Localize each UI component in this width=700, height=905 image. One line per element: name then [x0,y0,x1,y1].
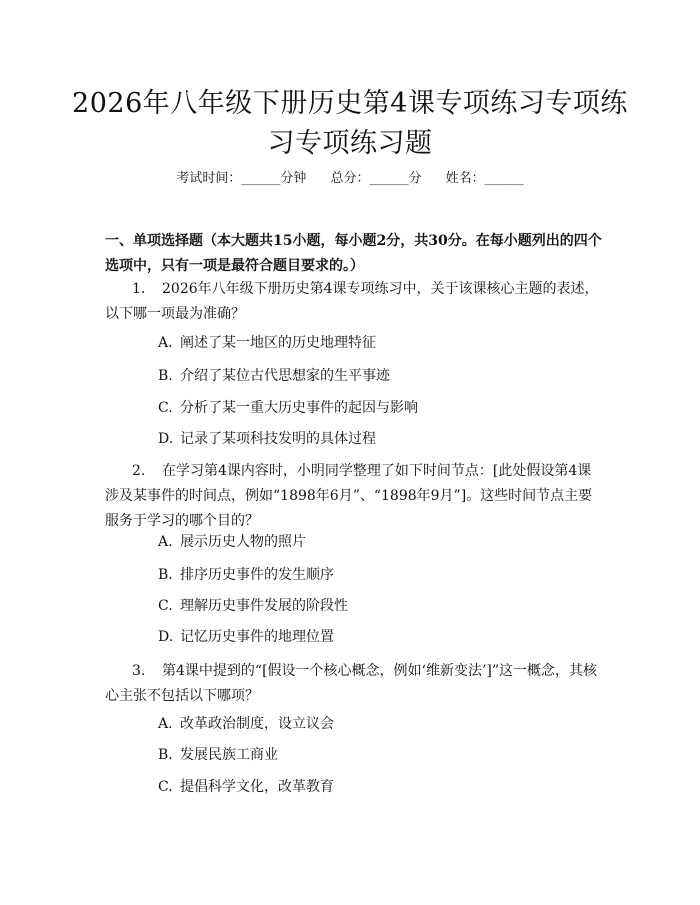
option-letter: A. [158,335,173,351]
option-letter: B. [158,567,173,583]
option-letter: A. [158,716,173,732]
option-text: 改革政治制度，设立议会 [180,716,334,732]
student-name-blank: ______ [484,171,524,186]
question-1 [105,277,600,327]
question-3-option-c [158,777,598,797]
question-2 [105,459,600,534]
question-2-option-b [158,565,598,585]
question-1-option-d [158,429,598,449]
question-number: 3. [132,663,146,679]
question-text: 2026年八年级下册历史第4课专项练习中，关于该课核心主题的表述，以下哪一项最为准确？ [105,281,599,322]
question-2-option-d [158,627,598,647]
option-text: 发展民族工商业 [180,747,278,763]
option-letter: C. [158,400,173,416]
section-heading: 一、单项选择题（本大题共15小题，每小题2分，共30分。在每小题列出的四个选项中，只有一项是最符合题目要求的。） [105,233,602,274]
option-letter: C. [158,598,173,614]
total-score-unit: 分 [408,171,422,186]
question-text: 第4课中提到的“[假设一个核心概念，例如‘维新变法’]”这一概念，其核心主张不包括以下哪项？ [105,663,598,704]
option-text: 记录了某项科技发明的具体过程 [180,431,376,447]
question-text: 在学习第4课内容时，小明同学整理了如下时间节点：[此处假设第4课涉及某事件的时间点，例如“1898年6月”、“1898年9月”]。这些时间节点主要服务于学习的哪个目的？ [105,463,593,529]
option-letter: C. [158,779,173,795]
option-letter: B. [158,368,173,384]
total-score-label: 总分： [330,171,370,186]
question-2-option-c [158,596,598,616]
option-text: 记忆历史事件的地理位置 [180,629,334,645]
student-name-label: 姓名： [445,171,485,186]
exam-time-field [176,170,306,188]
total-score-field [330,170,421,188]
option-text: 排序历史事件的发生顺序 [180,567,334,583]
exam-time-label: 考试时间： [176,171,242,186]
option-text: 介绍了某位古代思想家的生平事迹 [180,368,390,384]
question-3 [105,659,600,709]
option-text: 提倡科学文化，改革教育 [180,779,334,795]
option-text: 阐述了某一地区的历史地理特征 [180,335,376,351]
exam-time-unit: 分钟 [280,171,307,186]
question-2-option-a [158,532,598,552]
option-letter: D. [158,431,174,447]
option-letter: D. [158,629,174,645]
document-title: 2026年八年级下册历史第4课专项练习专项练习专项练习题 [72,88,628,159]
question-1-option-a [158,333,598,353]
question-number: 2. [132,463,146,479]
question-1-option-b [158,366,598,386]
question-number: 1. [132,281,146,297]
option-text: 展示历史人物的照片 [180,534,306,550]
option-text: 理解历史事件发展的阶段性 [180,598,348,614]
option-text: 分析了某一重大历史事件的起因与影响 [180,400,418,416]
question-3-option-a [158,714,598,734]
total-score-blank: ______ [369,171,409,186]
question-3-option-b [158,745,598,765]
question-1-option-c [158,398,598,418]
option-letter: B. [158,747,173,763]
option-letter: A. [158,534,173,550]
exam-time-blank: ______ [241,171,281,186]
student-name-field [446,170,524,188]
exam-info [0,170,700,188]
